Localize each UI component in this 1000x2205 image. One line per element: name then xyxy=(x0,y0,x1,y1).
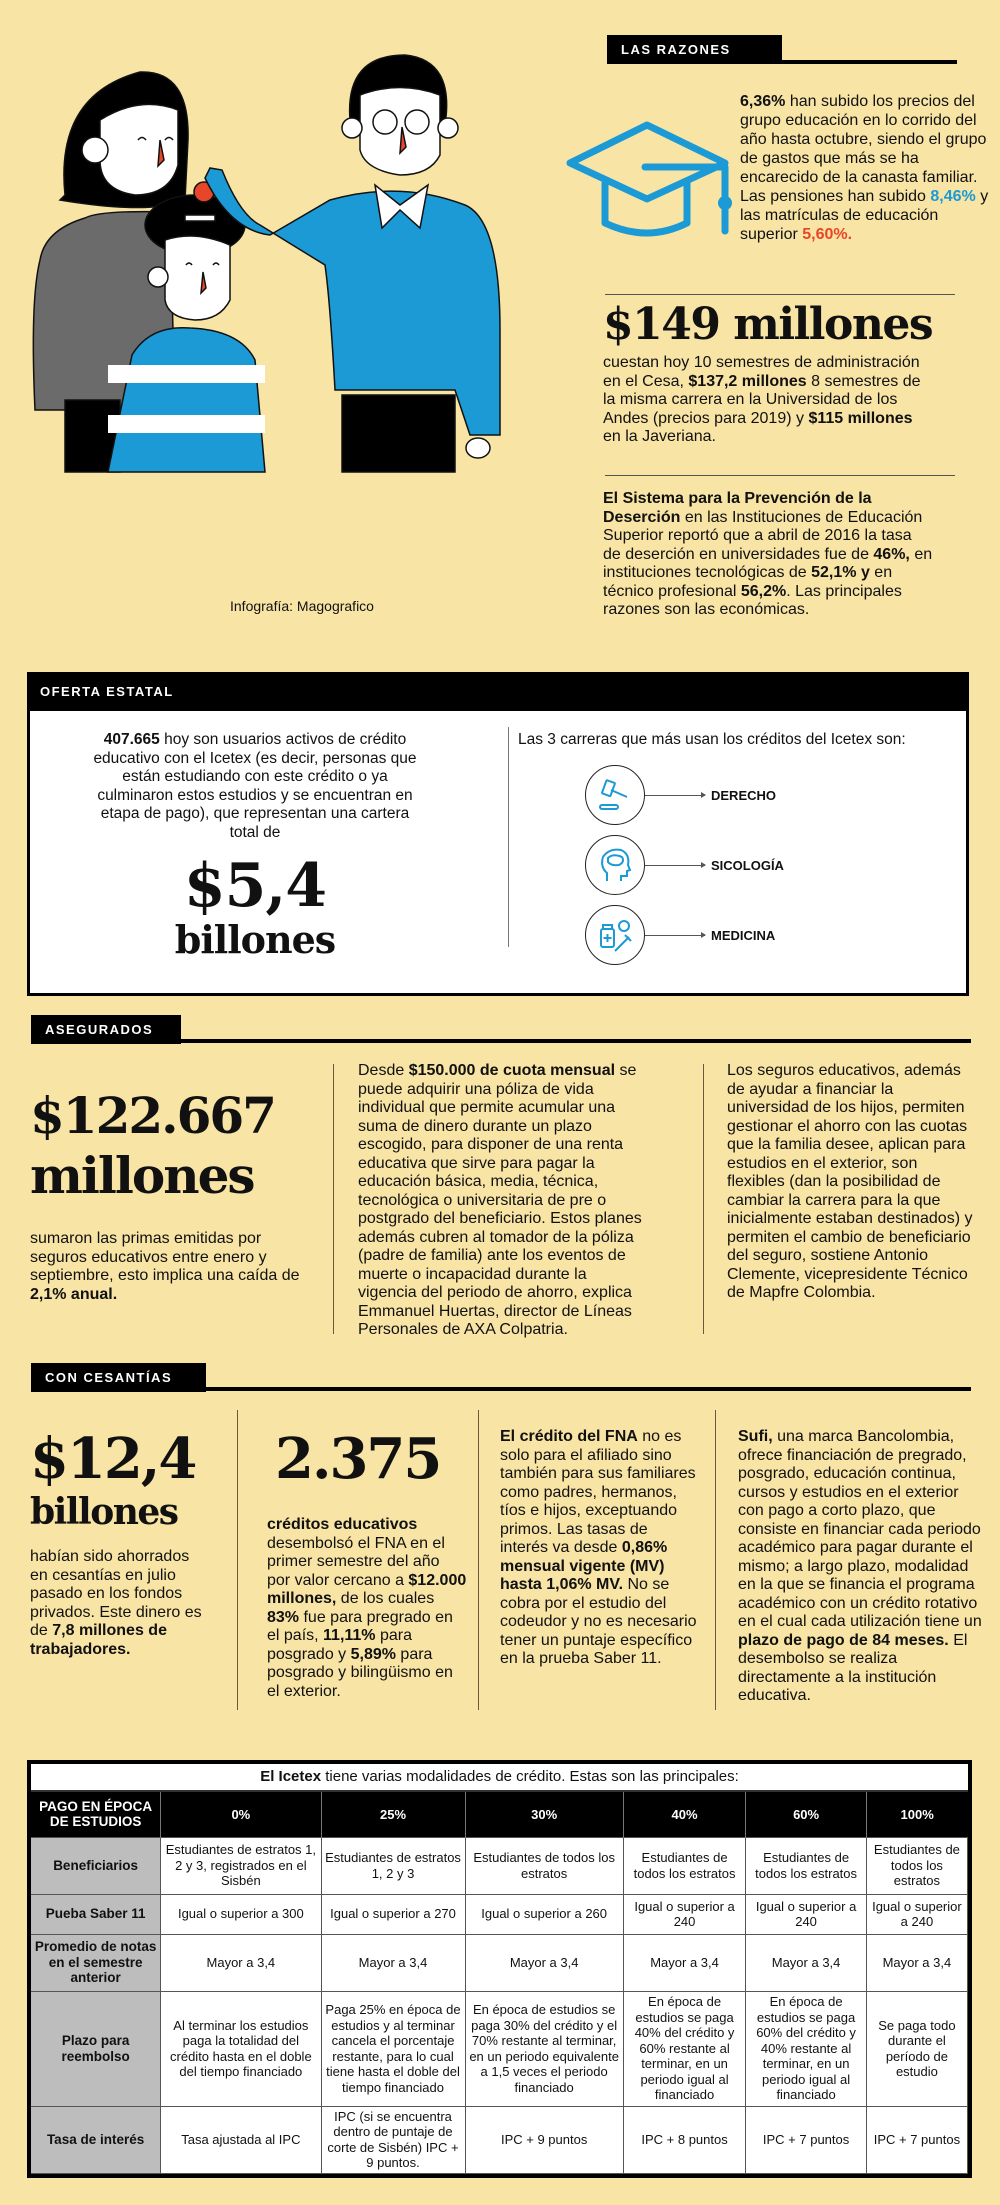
table-cell: Estudiantes de estratos 1, 2 y 3, registrados en el Sisbén xyxy=(161,1837,321,1894)
table-cell: Estudiantes de todos los estratos xyxy=(866,1837,967,1894)
cesantias-stat-block-1 xyxy=(30,1428,230,1659)
column-divider xyxy=(715,1410,716,1710)
table-cell: Mayor a 3,4 xyxy=(161,1934,321,1991)
table-cell: Estudiantes de todos los estratos xyxy=(746,1837,867,1894)
gavel-icon xyxy=(585,765,645,825)
table-cell: En época de estudios se paga 60% del crédito y 40% restante al terminar, en un periodo igual al financiado xyxy=(746,1991,867,2106)
section-rule xyxy=(181,1039,971,1043)
table-cell: IPC + 9 puntos xyxy=(465,2106,623,2173)
graduation-cap-icon xyxy=(565,113,735,238)
oferta-estatal-box xyxy=(27,672,969,996)
family-illustration xyxy=(0,0,590,590)
oferta-paragraph: 407.665 hoy son usuarios activos de crédito educativo con el Icetex (es decir, personas que están estudiando con este crédito o ya culminaron estos estudios y se encuentran en etapa de pago), que representan una cartera total de xyxy=(93,731,417,841)
section-tab-oferta: OFERTA ESTATAL xyxy=(30,675,966,711)
asegurados-paragraph-2: Desde $150.000 de cuota mensual se puede adquirir una póliza de vida individual que permite acumular una suma de dinero durante un plazo escogido, para disponer de una renta educativa que sirve para pagar la educación básica, media, técnica, tecnológica o universitaria de pre o postgrado del beneficiario. Estos planes además cubren al tomador de la póliza (padre de familia) ante los eventos de muerte o incapacidad durante la vigencia del periodo de ahorro, explica Emmanuel Huertas, director de Líneas Personales de AXA Colpatria. xyxy=(358,1062,642,1338)
column-header: 0% xyxy=(161,1792,321,1837)
table-corner-header: PAGO EN ÉPOCA DE ESTUDIOS xyxy=(31,1792,161,1837)
table-cell: Estudiantes de todos los estratos xyxy=(623,1837,746,1894)
column-header: 60% xyxy=(746,1792,867,1837)
carrera-item-derecho: DERECHO xyxy=(585,765,776,825)
table-cell: Estudiantes de todos los estratos xyxy=(465,1837,623,1894)
cesantias-paragraph-1: habían sido ahorrados en cesantías en julio pasado en los fondos privados. Este dinero es de 7,8 millones de trabajadores. xyxy=(30,1548,202,1658)
section-tab-razones: LAS RAZONES xyxy=(607,35,782,64)
row-header: Pueba Saber 11 xyxy=(31,1894,161,1934)
row-header: Beneficiarios xyxy=(31,1837,161,1894)
icetex-modalidades-table xyxy=(27,1760,972,2178)
table-cell: Al terminar los estudios paga la totalidad del crédito hasta en el doble del tiempo financiado xyxy=(161,1991,321,2106)
row-header: Promedio de notas en el semestre anterior xyxy=(31,1934,161,1991)
carrera-item-sicologia: SICOLOGÍA xyxy=(585,835,784,895)
column-header: 25% xyxy=(321,1792,465,1837)
section-tab-cesantias: CON CESANTÍAS xyxy=(31,1363,206,1392)
table-row xyxy=(31,2106,968,2173)
cesantias-stat-block-2 xyxy=(267,1428,472,1701)
table-cell: Igual o superior a 300 xyxy=(161,1894,321,1934)
divider xyxy=(605,475,955,476)
column-header: 30% xyxy=(465,1792,623,1837)
razones-paragraph-2: cuestan hoy 10 semestres de administración en el Cesa, $137,2 millones 8 semestres de la misma carrera en la Universidad de los Andes (precios para 2019) y $115 millones en la Javeriana. xyxy=(603,354,921,445)
cesantias-paragraph-4: Sufi, una marca Bancolombia, ofrece financiación de pregrado, posgrado, educación continua, cursos y estudios en el exterior con pago a corto plazo, que consiste en financiar cada periodo académico para pagar durante el mismo; a largo plazo, modalidad en la que se financia el programa académico con un crédito rotativo en el cual cada utilización tiene un plazo de pago de 84 meses. El desembolso se realiza directamente a la institución educativa. xyxy=(738,1428,982,1704)
table-cell: IPC (si se encuentra dentro de puntaje de corte de Sisbén) IPC + 9 puntos. xyxy=(321,2106,465,2173)
stat-12-4: $12,4 xyxy=(30,1426,196,1492)
column-header: 100% xyxy=(866,1792,967,1837)
table-cell: Igual o superior a 240 xyxy=(746,1894,867,1934)
table-cell: Mayor a 3,4 xyxy=(321,1934,465,1991)
section-rule xyxy=(206,1387,971,1391)
section-rule xyxy=(607,60,957,64)
table-cell: Igual o superior a 260 xyxy=(465,1894,623,1934)
table-cell: Mayor a 3,4 xyxy=(866,1934,967,1991)
stat-billones-label: billones xyxy=(174,917,336,962)
table-cell: IPC + 7 puntos xyxy=(866,2106,967,2173)
asegurados-paragraph-3: Los seguros educativos, además de ayudar a financiar la universidad de los hijos, permiten gestionar el ahorro con las cuotas que la familia desee, aplican para estudios en el exterior, son flexibles (dan la posibilidad de cambiar la carrera para la que inicialmente estaban destinados) y permiten el cambio de beneficiario del seguro, sostiene Antonio Clemente, vicepresidente Técnico de Mapfre Colombia. xyxy=(727,1062,973,1301)
row-header: Plazo para reembolso xyxy=(31,1991,161,2106)
table-cell: En época de estudios se paga 40% del crédito y 60% restante al terminar, en un periodo igual al financiado xyxy=(623,1991,746,2106)
table-cell: Paga 25% en época de estudios y al terminar cancela el porcentaje restante, para lo cual tiene hasta el doble del tiempo financiado xyxy=(321,1991,465,2106)
column-divider xyxy=(478,1410,479,1710)
stat-122-667: $122.667 xyxy=(30,1086,275,1145)
row-header: Tasa de interés xyxy=(31,2106,161,2173)
table-cell: Tasa ajustada al IPC xyxy=(161,2106,321,2173)
table-cell: Mayor a 3,4 xyxy=(746,1934,867,1991)
table-cell: Igual o superior a 240 xyxy=(866,1894,967,1934)
table-row xyxy=(31,1934,968,1991)
column-divider xyxy=(237,1410,238,1710)
table-header-row xyxy=(31,1792,968,1837)
table-cell: Igual o superior a 240 xyxy=(623,1894,746,1934)
cesantias-paragraph-3: El crédito del FNA no es solo para el afiliado sino también para sus familiares como padres, hermanos, tíos e hijos, exceptuando primos. Las tasas de interés va desde 0,86% mensual vigente (MV) hasta 1,06% MV. No se cobra por el estudio del codeudor y no es necesario tener un puntaje específico en la prueba Saber 11. xyxy=(500,1428,697,1667)
section-tab-asegurados: ASEGURADOS xyxy=(31,1015,181,1044)
stat-149-block xyxy=(603,298,958,447)
table-cell: Se paga todo durante el período de estudio xyxy=(866,1991,967,2106)
stat-billones-label: billones xyxy=(30,1491,178,1533)
illustration-credit: Infografía: Magografico xyxy=(230,598,374,614)
table-cell: Mayor a 3,4 xyxy=(623,1934,746,1991)
column-divider xyxy=(703,1064,704,1334)
table-cell: Estudiantes de estratos 1, 2 y 3 xyxy=(321,1837,465,1894)
asegurados-paragraph-1: sumaron las primas emitidas por seguros educativos entre enero y septiembre, esto implica una caída de 2,1% anual. xyxy=(30,1230,300,1303)
cesantias-paragraph-2: créditos educativos desembolsó el FNA en el primer semestre del año por valor cercano a $12.000 millones, de los cuales 83% fue para pregrado en el país, 11,11% para posgrado y 5,89% para posgrado y bilingüismo en el exterior. xyxy=(267,1516,467,1700)
razones-paragraph-3: El Sistema para la Prevención de la Deserción en las Instituciones de Educación Superior reportó que a abril de 2016 la tasa de deserción en universidades fue de 46%, en instituciones tecnológicas de 52,1% y en técnico profesional 56,2%. Las principales razones son las económicas. xyxy=(603,490,933,618)
stat-149-millones: $149 millones xyxy=(603,299,933,350)
column-divider xyxy=(333,1064,334,1334)
stat-millones-label: millones xyxy=(30,1146,254,1205)
razones-paragraph-1: 6,36% han subido los precios del grupo educación en lo corrido del año hasta octubre, siendo el grupo de gastos que más se ha encarecido de la canasta familiar. Las pensiones han subido 8,46% y las matrículas de educación superior 5,60%. xyxy=(740,93,989,243)
divider xyxy=(605,294,955,295)
carrera-item-medicina: MEDICINA xyxy=(585,905,775,965)
table-row xyxy=(31,1894,968,1934)
carreras-intro: Las 3 carreras que más usan los créditos del Icetex son: xyxy=(518,731,906,748)
medicine-icon xyxy=(585,905,645,965)
table-title: El Icetex tiene varias modalidades de crédito. Estas son las principales: xyxy=(31,1764,968,1792)
table-cell: Mayor a 3,4 xyxy=(465,1934,623,1991)
table-row xyxy=(31,1991,968,2106)
table-cell: IPC + 8 puntos xyxy=(623,2106,746,2173)
asegurados-stat-block xyxy=(30,1086,325,1304)
table-cell: En época de estudios se paga 30% del crédito y el 70% restante al terminar, en un periodo equivalente a 1,5 veces el periodo financiado xyxy=(465,1991,623,2106)
oferta-left-column xyxy=(85,731,425,962)
column-divider xyxy=(508,727,509,947)
brain-head-icon xyxy=(585,835,645,895)
stat-2375: 2.375 xyxy=(275,1426,441,1492)
table-cell: IPC + 7 puntos xyxy=(746,2106,867,2173)
stat-5-4: $5,4 xyxy=(183,851,327,921)
column-header: 40% xyxy=(623,1792,746,1837)
table-row xyxy=(31,1837,968,1894)
table-cell: Igual o superior a 270 xyxy=(321,1894,465,1934)
